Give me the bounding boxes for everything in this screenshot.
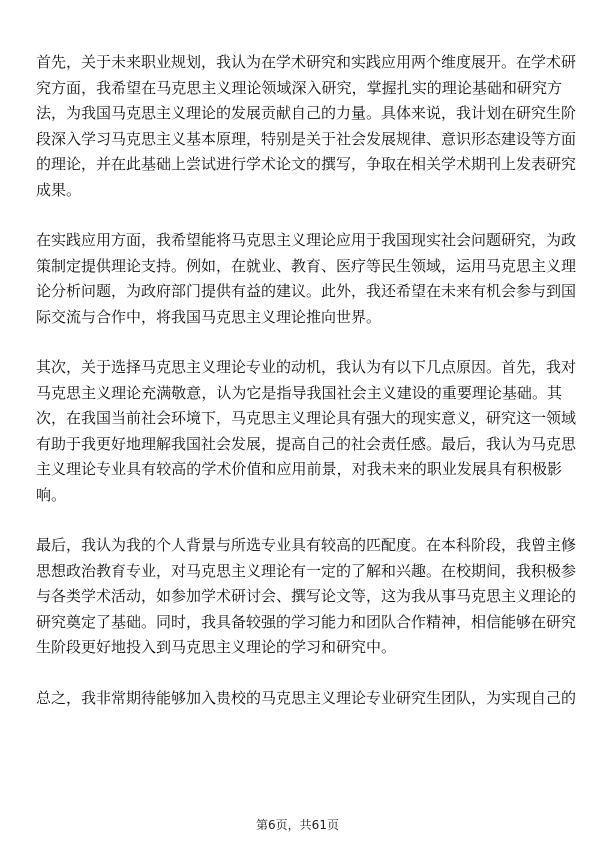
text-line: 响。 (36, 485, 67, 504)
text-line: 总之，我非常期待能够加入贵校的马克思主义理论专业研究生团队，为实现自己的 (36, 688, 577, 707)
paragraph-conclusion (36, 686, 577, 712)
paragraph-motivation (36, 355, 577, 508)
text-line: 际交流与合作中，将我国马克思主义理论推向世界。 (36, 307, 382, 326)
text-line: 在实践应用方面，我希望能将马克思主义理论应用于我国现实社会问题研究，为政 (36, 231, 577, 249)
text-line: 论分析问题，为政府部门提供有益的建议。此外，我还希望在未来有机会参与到国 (36, 282, 577, 300)
text-line: 成果。 (36, 180, 82, 199)
paragraph-career-plan (36, 50, 577, 203)
text-line: 研究奠定了基础。同时，我具备较强的学习能力和团队合作精神，相信能够在研究 (36, 612, 577, 631)
text-line: 有助于我更好地理解我国社会发展，提高自己的社会责任感。最后，我认为马克思 (36, 434, 577, 453)
text-line: 其次，关于选择马克思主义理论专业的动机，我认为有以下几点原因。首先，我对 (36, 358, 577, 376)
text-line: 段深入学习马克思主义基本原理，特别是关于社会发展规律、意识形态建设等方面 (36, 129, 577, 148)
text-line: 首先，关于未来职业规划，我认为在学术研究和实践应用两个维度展开。在学术研 (36, 53, 577, 71)
text-line: 究方面，我希望在马克思主义理论领域深入研究，掌握扎实的理论基础和研究方 (36, 78, 562, 97)
text-line: 法，为我国马克思主义理论的发展贡献自己的力量。具体来说，我计划在研究生阶 (36, 104, 577, 122)
page-number-footer: 第6页，共61页 (256, 818, 339, 832)
text-line: 最后，我认为我的个人背景与所选专业具有较高的匹配度。在本科阶段，我曾主修 (36, 536, 577, 554)
text-line: 与各类学术活动，如参加学术研讨会、撰写论文等，这为我从事马克思主义理论的 (36, 587, 577, 605)
paragraph-background (36, 533, 577, 661)
text-line: 思想政治教育专业，对马克思主义理论有一定的了解和兴趣。在校期间，我积极参 (36, 561, 577, 580)
text-line: 的理论，并在此基础上尝试进行学术论文的撰写，争取在相关学术期刊上发表研究 (36, 155, 577, 173)
text-line: 生阶段更好地投入到马克思主义理论的学习和研究中。 (36, 638, 397, 656)
document-body (36, 50, 577, 736)
text-line: 次，在我国当前社会环境下，马克思主义理论具有强大的现实意义，研究这一领域 (36, 409, 577, 427)
text-line: 策制定提供理论支持。例如，在就业、教育、医疗等民生领域，运用马克思主义理 (36, 256, 577, 275)
text-line: 主义理论专业具有较高的学术价值和应用前景，对我未来的职业发展具有积极影 (36, 460, 562, 478)
text-line: 马克思主义理论充满敬意，认为它是指导我国社会主义建设的重要理论基础。其 (36, 383, 562, 402)
paragraph-practice (36, 228, 577, 330)
